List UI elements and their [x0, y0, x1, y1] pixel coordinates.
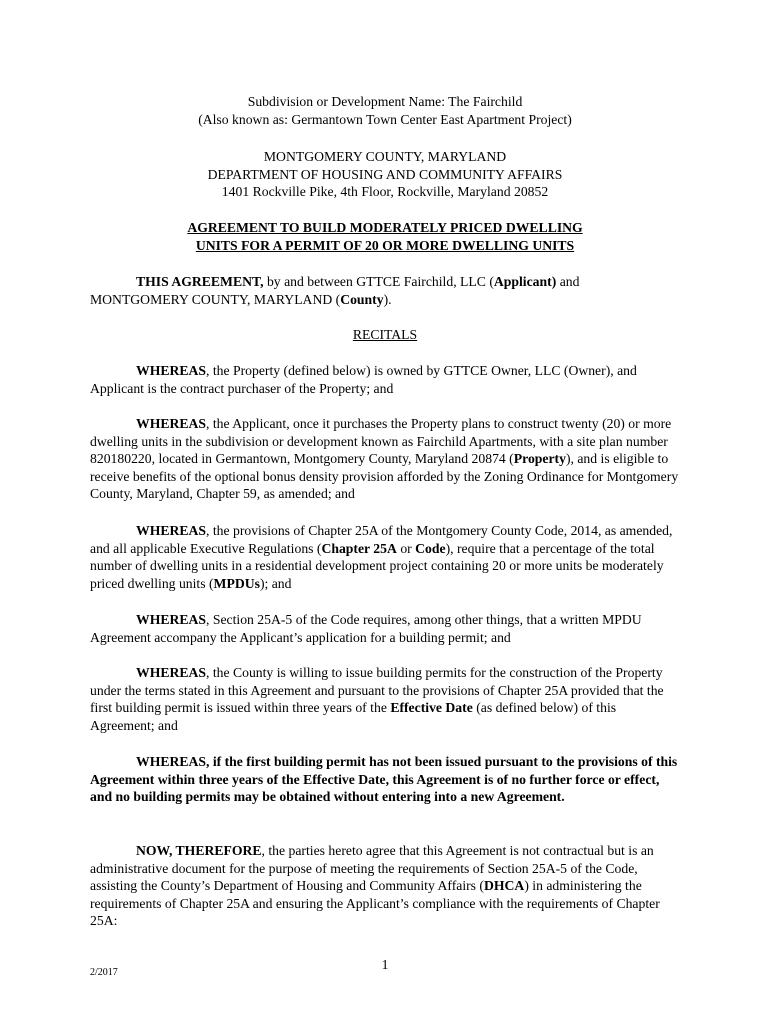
now-text-1: , the parties hereto agree that this Agreement is not contractual but is an administrative document for the purpose of meeting the requirements of Section 25A-5 of the Code, assisting the County’s Department of Housing and Community Affairs (	[90, 843, 654, 893]
w5-text-1: , the County is willing to issue building permits for the construction of the Property under the terms stated in this Agreement and pursuant to the provisions of Chapter 25A provided that the first building permit is issued within three years of the	[90, 665, 664, 715]
w2-text-2: ), and is eligible to receive benefits of the optional bonus density provision afforded by the Zoning Ordinance for Montgomery County, Maryland, Chapter 59, as amended; and	[90, 451, 679, 501]
w3-text-2: or	[396, 540, 416, 556]
w4-bold: WHEREAS	[136, 612, 206, 627]
document-header	[90, 93, 680, 128]
w1-text: , the Property (defined below) is owned by GTTCE Owner, LLC (Owner), and Applicant is the contract purchaser of the Property; and	[90, 363, 637, 396]
title-line-2: UNITS FOR A PERMIT OF 20 OR MORE DWELLING UNITS	[195, 237, 575, 253]
page-number: 1	[381, 957, 389, 972]
whereas-paragraph-2	[90, 415, 680, 503]
intro-text-3: ).	[383, 291, 392, 307]
intro-text-2: and MONTGOMERY COUNTY, MARYLAND (	[90, 274, 580, 307]
w5-text-2: (as defined below) of this Agreement; and	[90, 700, 617, 733]
intro-text-1: by and between GTTCE Fairchild, LLC (	[263, 274, 494, 289]
now-text-2: ) in administering the requirements of Chapter 25A and ensuring the Applicant’s compliance with the requirements of Chapter 25A:	[90, 878, 660, 928]
w3-bold-4: MPDUs	[213, 575, 260, 591]
now-therefore-paragraph	[90, 842, 680, 930]
whereas-paragraph-4	[90, 611, 680, 646]
w3-bold-1: WHEREAS	[136, 523, 206, 538]
title-line-1: AGREEMENT TO BUILD MODERATELY PRICED DWELLING	[187, 220, 583, 235]
w4-text: , Section 25A-5 of the Code requires, among other things, that a written MPDU Agreement accompany the Applicant’s application for a building permit; and	[90, 612, 642, 645]
w3-text-4: ); and	[259, 575, 292, 591]
department-name: DEPARTMENT OF HOUSING AND COMMUNITY AFFAIRS	[207, 166, 563, 182]
whereas-paragraph-6	[90, 753, 680, 806]
whereas-paragraph-3	[90, 522, 680, 592]
w3-bold-2: Chapter 25A	[321, 540, 397, 556]
intro-bold-1: THIS AGREEMENT,	[136, 274, 264, 289]
whereas-paragraph-5	[90, 664, 680, 734]
agreement-title	[90, 219, 680, 254]
recitals-heading-block	[90, 326, 680, 344]
department-address: 1401 Rockville Pike, 4th Floor, Rockville, Maryland 20852	[221, 184, 549, 199]
w6-bold: WHEREAS, if the first building permit has not been issued pursuant to the provisions of this Agreement within three years of the Effective Date, this Agreement is of no further force or effect, and no building permits may be obtained without entering into a new Agreement.	[90, 754, 678, 804]
recitals-heading: RECITALS	[352, 327, 418, 342]
footer-date: 2/2017	[90, 967, 118, 978]
intro-paragraph	[90, 273, 680, 308]
now-bold-2: DHCA	[484, 878, 525, 893]
intro-bold-2: Applicant)	[493, 274, 557, 289]
w2-bold-2: Property	[513, 451, 566, 466]
agency-block	[90, 148, 680, 201]
county-name: MONTGOMERY COUNTY, MARYLAND	[263, 149, 507, 164]
w2-bold-1: WHEREAS	[136, 416, 206, 431]
whereas-paragraph-1	[90, 362, 680, 397]
w3-text-3: ), require that a percentage of the total number of dwelling units in a residential development project containing 20 or more units be moderately priced dwelling units (	[90, 540, 664, 591]
w3-bold-3: Code	[415, 540, 446, 556]
subdivision-name: Subdivision or Development Name: The Fairchild	[247, 94, 523, 109]
w5-bold-2: Effective Date	[390, 700, 473, 715]
now-bold-1: NOW, THEREFORE	[136, 843, 262, 858]
w1-bold: WHEREAS	[136, 363, 206, 378]
w5-bold-1: WHEREAS	[136, 665, 206, 680]
also-known-as: (Also known as: Germantown Town Center East Apartment Project)	[198, 111, 572, 127]
intro-bold-3: County	[340, 291, 384, 307]
w3-text-1: , the provisions of Chapter 25A of the Montgomery County Code, 2014, as amended, and all applicable Executive Regulations (	[90, 523, 673, 556]
w2-text-1: , the Applicant, once it purchases the Property plans to construct twenty (20) or more dwelling units in the subdivision or development known as Fairchild Apartments, with a site plan number 820180220, located in Germantown, Montgomery County, Maryland 20874 (	[90, 416, 672, 466]
